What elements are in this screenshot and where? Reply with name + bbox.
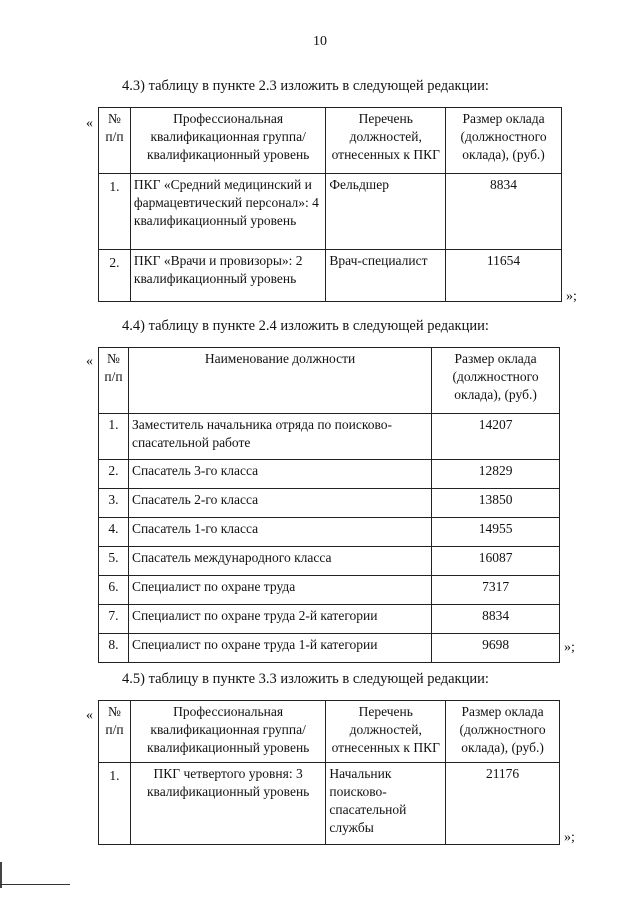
- row-name: Спасатель международного класса: [128, 547, 431, 576]
- table-row: [99, 250, 562, 302]
- row-num: 1.: [99, 174, 131, 250]
- table-row: [99, 174, 562, 250]
- header-positions: Перечень должностей, отнесенных к ПКГ: [326, 108, 446, 174]
- header-salary: Размер оклада (должностного оклада), (руб.): [432, 348, 560, 414]
- table-row: [99, 605, 560, 634]
- row-salary: 11654: [446, 250, 562, 302]
- row-salary: 12829: [432, 460, 560, 489]
- row-num: 8.: [99, 634, 129, 663]
- header-salary: Размер оклада (должностного оклада), (руб.): [446, 108, 562, 174]
- open-quote: «: [86, 354, 93, 369]
- row-salary: 21176: [446, 763, 560, 845]
- section-heading-4-3: 4.3) таблицу в пункте 2.3 изложить в следующей редакции:: [122, 78, 489, 94]
- row-salary: 13850: [432, 489, 560, 518]
- footer-line: [0, 884, 70, 885]
- row-num: 2.: [99, 460, 129, 489]
- section-heading-4-5: 4.5) таблицу в пункте 3.3 изложить в следующей редакции:: [122, 671, 489, 687]
- row-num: 2.: [99, 250, 131, 302]
- row-salary: 8834: [432, 605, 560, 634]
- header-salary: Размер оклада (должностного оклада), (руб.): [446, 701, 560, 763]
- table-rescue-positions: [98, 347, 560, 663]
- table-row: [99, 547, 560, 576]
- row-positions: Начальник поисково-спасательной службы: [326, 763, 446, 845]
- row-num: 6.: [99, 576, 129, 605]
- table-row: [99, 460, 560, 489]
- table-header-row: [99, 108, 562, 174]
- table-row: [99, 489, 560, 518]
- table-header-row: [99, 701, 560, 763]
- row-num: 1.: [99, 763, 131, 845]
- header-group: Профессиональная квалификационная группа/ квалификационный уровень: [130, 108, 325, 174]
- table-header-row: [99, 348, 560, 414]
- row-name: Специалист по охране труда 1-й категории: [128, 634, 431, 663]
- row-num: 1.: [99, 414, 129, 460]
- page-number: 10: [313, 34, 327, 49]
- open-quote: «: [86, 116, 93, 131]
- table-row: [99, 634, 560, 663]
- header-num: № п/п: [99, 348, 129, 414]
- row-name: Спасатель 3-го класса: [128, 460, 431, 489]
- row-name: Заместитель начальника отряда по поисково-спасательной работе: [128, 414, 431, 460]
- section-heading-4-4: 4.4) таблицу в пункте 2.4 изложить в следующей редакции:: [122, 318, 489, 334]
- open-quote: «: [86, 708, 93, 723]
- closing-quote: »;: [564, 640, 575, 655]
- table-row: [99, 414, 560, 460]
- row-salary: 14207: [432, 414, 560, 460]
- header-num: № п/п: [99, 701, 131, 763]
- row-positions: Врач-специалист: [326, 250, 446, 302]
- row-num: 5.: [99, 547, 129, 576]
- row-name: Спасатель 2-го класса: [128, 489, 431, 518]
- table-row: [99, 576, 560, 605]
- table-pkg-medical: [98, 107, 562, 302]
- header-name: Наименование должности: [128, 348, 431, 414]
- row-num: 3.: [99, 489, 129, 518]
- closing-quote: »;: [564, 830, 575, 845]
- row-salary: 7317: [432, 576, 560, 605]
- row-name: Спасатель 1-го класса: [128, 518, 431, 547]
- row-salary: 9698: [432, 634, 560, 663]
- table-row: [99, 763, 560, 845]
- header-num: № п/п: [99, 108, 131, 174]
- row-salary: 16087: [432, 547, 560, 576]
- row-group: ПКГ «Средний медицинский и фармацевтический персонал»: 4 квалификационный уровень: [130, 174, 325, 250]
- row-group: ПКГ четвертого уровня: 3 квалификационный уровень: [130, 763, 325, 845]
- table-row: [99, 518, 560, 547]
- header-group: Профессиональная квалификационная группа/ квалификационный уровень: [130, 701, 325, 763]
- table-pkg-rescue-service: [98, 700, 560, 845]
- row-salary: 8834: [446, 174, 562, 250]
- row-positions: Фельдшер: [326, 174, 446, 250]
- closing-quote: »;: [566, 289, 577, 304]
- row-num: 4.: [99, 518, 129, 547]
- row-name: Специалист по охране труда: [128, 576, 431, 605]
- row-num: 7.: [99, 605, 129, 634]
- row-name: Специалист по охране труда 2-й категории: [128, 605, 431, 634]
- header-positions: Перечень должностей, отнесенных к ПКГ: [326, 701, 446, 763]
- row-group: ПКГ «Врачи и провизоры»: 2 квалификационный уровень: [130, 250, 325, 302]
- row-salary: 14955: [432, 518, 560, 547]
